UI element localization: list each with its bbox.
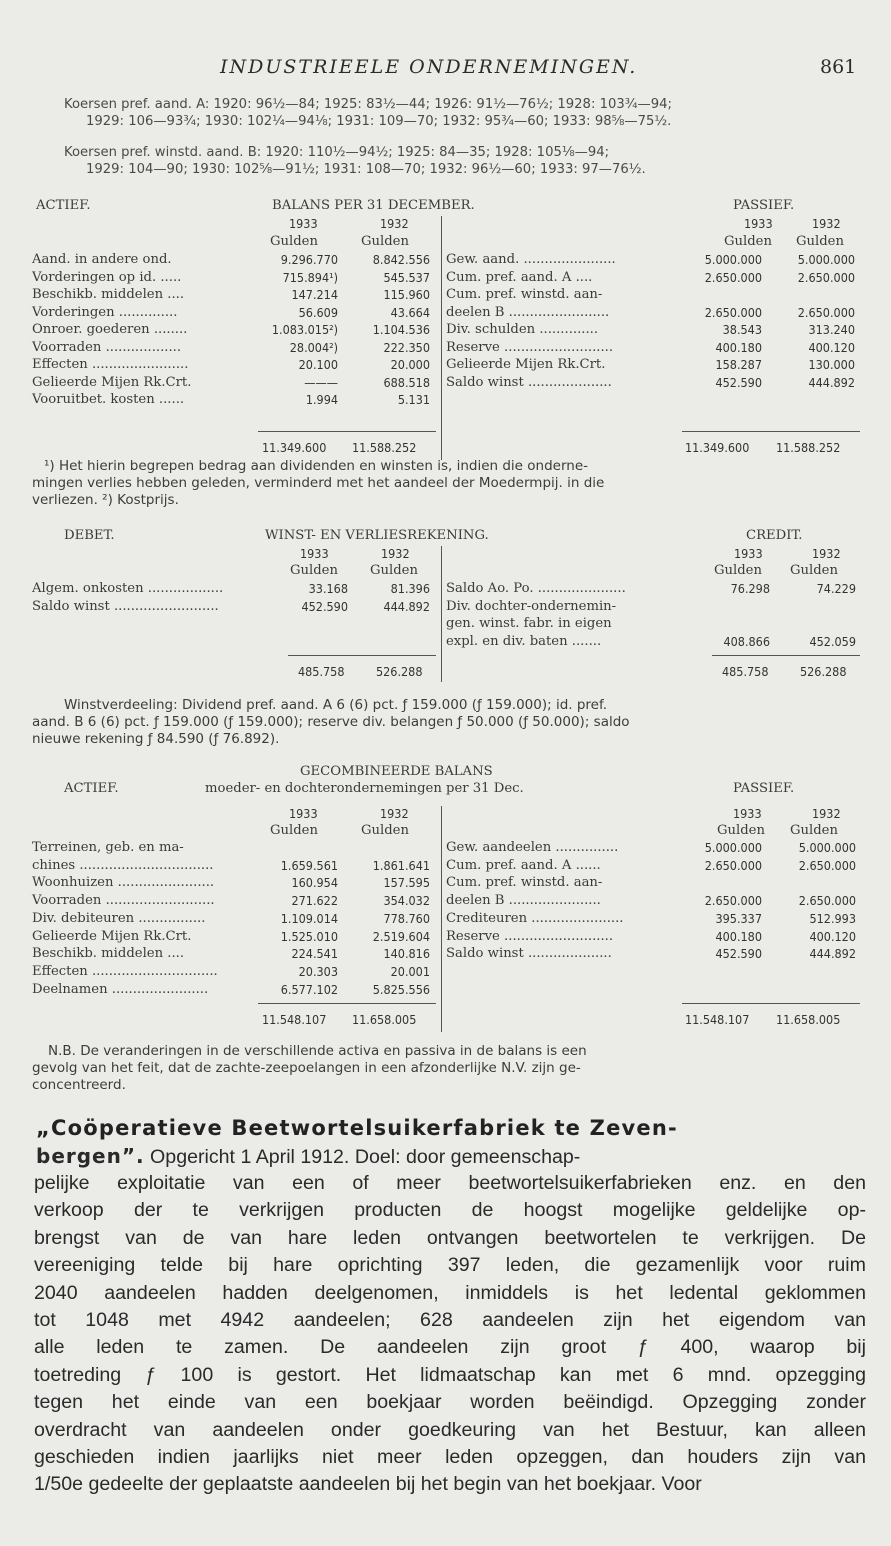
- row-value: 2.650.000: [704, 269, 762, 285]
- winst-debet-title: DEBET.: [64, 528, 115, 543]
- winst-total-3: 485.758: [722, 664, 769, 679]
- row-value: 74.229: [816, 581, 856, 596]
- row-label: Onroer. goederen ........: [32, 322, 188, 337]
- row-value: 444.892: [808, 374, 855, 390]
- row-label: Beschikb. middelen ....: [32, 287, 185, 302]
- company-heading-rest: Opgericht 1 April 1912. Doel: door gemeenschap-: [144, 1146, 581, 1168]
- balans-title: BALANS PER 31 DECEMBER.: [272, 198, 475, 213]
- row-value: 2.650.000: [798, 857, 856, 873]
- winst-divider: [441, 546, 442, 682]
- row-value: 1.994: [305, 392, 338, 407]
- company-description: [34, 1170, 866, 1499]
- nb-line-2: gevolg van het feit, dat de zachte-zeepoelangen in een afzonderlijke N.V. zijn ge-: [32, 1060, 581, 1076]
- row-value: 147.214: [291, 287, 338, 302]
- paragraph-line: tegen het einde van een boekjaar worden beëindigd. Opzegging zonder: [34, 1391, 866, 1414]
- gecomb-unit-1: Gulden: [270, 823, 318, 838]
- row-label: Vorderingen ..............: [32, 304, 178, 320]
- row-label: Beschikb. middelen ....: [32, 946, 185, 962]
- winst-year-1: 1933: [300, 546, 329, 561]
- row-value: 33.168: [308, 581, 348, 596]
- row-value: 452.059: [809, 633, 856, 649]
- row-value: 2.650.000: [797, 269, 855, 285]
- winst-year-3: 1933: [734, 546, 763, 561]
- row-label: Effecten .......................: [32, 357, 189, 372]
- koersen-line-4: 1929: 104—90; 1930: 102⅝—91½; 1931: 108—70; 1932: 96½—60; 1933: 97—76½.: [86, 162, 646, 177]
- gecomb-unit-2: Gulden: [361, 823, 409, 838]
- winst-unit-4: Gulden: [790, 563, 838, 578]
- winst-total-2: 526.288: [376, 664, 423, 679]
- page-title: INDUSTRIEELE ONDERNEMINGEN.: [220, 56, 638, 78]
- balans-passief-title: PASSIEF.: [733, 198, 795, 213]
- gecomb-divider: [441, 806, 442, 1032]
- row-label: chines ................................: [32, 857, 214, 873]
- row-label: Voorraden ..........................: [32, 893, 215, 909]
- row-value: 1.659.561: [280, 857, 338, 873]
- row-label: Effecten ..............................: [32, 963, 218, 979]
- row-value: 140.816: [383, 946, 430, 962]
- row-label: Vooruitbet. kosten ......: [32, 392, 185, 407]
- row-value: 9.296.770: [280, 252, 338, 267]
- row-value: 2.650.000: [797, 304, 855, 320]
- balans-total-1: 11.349.600: [262, 440, 327, 455]
- row-value: 354.032: [383, 893, 430, 909]
- row-value: 1.861.641: [372, 857, 430, 873]
- paragraph-line: 1/50e gedeelte der geplaatste aandeelen bij het begin van het boekjaar. Voor: [34, 1473, 702, 1496]
- balans-year-2: 1932: [380, 216, 409, 231]
- row-value: 20.001: [390, 963, 430, 979]
- winst-total-4: 526.288: [800, 664, 847, 679]
- row-label: Voorraden ..................: [32, 339, 182, 355]
- row-value: 452.590: [715, 946, 762, 962]
- row-label: Cum. pref. winstd. aan-: [446, 287, 603, 302]
- row-label: Gelieerde Mijen Rk.Crt.: [32, 928, 192, 944]
- row-value: 400.180: [715, 339, 762, 355]
- gecombineerd-passief-title: PASSIEF.: [733, 781, 795, 796]
- company-heading-line-2: [36, 1144, 580, 1169]
- balans-actief-title: ACTIEF.: [36, 198, 91, 213]
- row-value: 158.287: [715, 357, 762, 372]
- gecomb-unit-3: Gulden: [717, 823, 765, 838]
- nb-line-3: concentreerd.: [32, 1077, 126, 1093]
- winstverdeeling-line-3: nieuwe rekening ƒ 84.590 (ƒ 76.892).: [32, 731, 280, 747]
- paragraph-line: verkoop der te verkrijgen producten de hoogst mogelijke geldelijke op-: [34, 1199, 866, 1222]
- row-value: 6.577.102: [280, 981, 338, 997]
- row-value: 5.825.556: [372, 981, 430, 997]
- row-value: 2.650.000: [704, 304, 762, 320]
- row-label: Algem. onkosten ..................: [32, 581, 224, 596]
- gecomb-total-1: 11.548.107: [262, 1012, 327, 1027]
- winst-unit-2: Gulden: [370, 563, 418, 578]
- row-label: Cum. pref. aand. A ....: [446, 269, 593, 285]
- winst-unit-3: Gulden: [714, 563, 762, 578]
- row-value: 271.622: [291, 893, 338, 909]
- paragraph-line: overdracht van aandeelen onder goedkeuring van het Bestuur, kan alleen: [34, 1418, 866, 1441]
- row-value: 38.543: [722, 322, 762, 337]
- page-number: 861: [820, 56, 857, 78]
- balans-rule-right: [682, 431, 860, 432]
- paragraph-line: brengst van de van hare leden ontvangen beetwortelen te verkrijgen. De: [34, 1226, 866, 1249]
- company-name-end: bergen”.: [36, 1144, 145, 1168]
- row-label: Div. debiteuren ................: [32, 910, 206, 926]
- row-label: gen. winst. fabr. in eigen: [446, 616, 612, 631]
- winst-year-4: 1932: [812, 546, 841, 561]
- koersen-line-3: Koersen pref. winstd. aand. B: 1920: 110½—94½; 1925: 84—35; 1928: 105⅛—94;: [64, 145, 610, 160]
- balans-divider: [441, 216, 442, 460]
- row-value: 2.650.000: [704, 893, 762, 909]
- row-value: 512.993: [809, 910, 856, 926]
- row-label: Vorderingen op id. .....: [32, 269, 182, 285]
- row-value: 1.083.015²): [271, 322, 338, 337]
- gecomb-rule-left: [258, 1003, 436, 1004]
- row-value: 160.954: [291, 875, 338, 891]
- balans-year-3: 1933: [744, 216, 773, 231]
- row-label: Crediteuren ......................: [446, 910, 624, 926]
- row-value: 688.518: [383, 374, 430, 390]
- row-label: Div. schulden ..............: [446, 322, 599, 337]
- winst-rule-left: [288, 655, 436, 656]
- row-value: 81.396: [390, 581, 430, 596]
- row-label: Saldo winst ....................: [446, 374, 612, 390]
- row-value: 545.537: [383, 269, 430, 285]
- row-value: 1.104.536: [372, 322, 430, 337]
- winst-credit-title: CREDIT.: [746, 528, 803, 543]
- footnote-line-2: mingen verlies hebben geleden, verminderd met het aandeel der Moedermpij. in die: [32, 475, 605, 491]
- koersen-line-2: 1929: 106—93¾; 1930: 102¼—94⅛; 1931: 109—70; 1932: 95¾—60; 1933: 98⅝—75½.: [86, 114, 672, 129]
- balans-unit-1: Gulden: [270, 234, 318, 249]
- winst-rule-right: [712, 655, 860, 656]
- paragraph-line: alle leden te zamen. De aandeelen zijn groot ƒ 400, waarop bij: [34, 1336, 866, 1359]
- gecombineerd-title: GECOMBINEERDE BALANS: [300, 764, 493, 779]
- row-label: Woonhuizen .......................: [32, 875, 215, 891]
- company-heading: „Coöperatieve Beetwortelsuikerfabriek te Zeven-: [36, 1116, 678, 1140]
- winst-unit-1: Gulden: [290, 563, 338, 578]
- row-label: Gelieerde Mijen Rk.Crt.: [32, 374, 192, 390]
- paragraph-line: 2040 aandeelen hadden deelgenomen, inmiddels is het ledental geklommen: [34, 1281, 866, 1304]
- paragraph-line: geschieden indien jaarlijks niet meer leden opzeggen, dan houders zijn van: [34, 1446, 866, 1469]
- row-value: 400.180: [715, 928, 762, 944]
- balans-unit-2: Gulden: [361, 234, 409, 249]
- row-label: expl. en div. baten .......: [446, 633, 602, 649]
- row-value: 452.590: [301, 598, 348, 614]
- row-value: 20.100: [298, 357, 338, 372]
- row-value: 1.525.010: [280, 928, 338, 944]
- balans-total-3: 11.349.600: [685, 440, 750, 455]
- row-value: 400.120: [808, 339, 855, 355]
- row-value: 408.866: [723, 633, 770, 649]
- row-value: 395.337: [715, 910, 762, 926]
- row-value: 715.894¹): [282, 269, 338, 285]
- row-value: 5.000.000: [797, 252, 855, 267]
- winst-title: WINST- EN VERLIESREKENING.: [265, 528, 489, 543]
- row-label: Saldo winst .........................: [32, 598, 219, 614]
- row-label: Terreinen, geb. en ma-: [32, 840, 184, 855]
- gecombineerd-subtitle: moeder- en dochterondernemingen per 31 Dec.: [205, 781, 524, 796]
- row-value: 157.595: [383, 875, 430, 891]
- row-value: 778.760: [383, 910, 430, 926]
- gecomb-year-2: 1932: [380, 806, 409, 821]
- gecomb-total-2: 11.658.005: [352, 1012, 417, 1027]
- row-value: 224.541: [291, 946, 338, 962]
- row-label: Cum. pref. winstd. aan-: [446, 875, 603, 891]
- row-label: Aand. in andere ond.: [32, 252, 172, 267]
- row-value: 444.892: [383, 598, 430, 614]
- winst-total-1: 485.758: [298, 664, 345, 679]
- balans-total-4: 11.588.252: [776, 440, 841, 455]
- row-value: 2.650.000: [798, 893, 856, 909]
- row-label: Gew. aandeelen ...............: [446, 840, 619, 855]
- row-value: 5.000.000: [798, 840, 856, 855]
- row-label: Div. dochter-ondernemin-: [446, 598, 617, 614]
- row-value: 20.303: [298, 963, 338, 979]
- row-value: 400.120: [809, 928, 856, 944]
- row-value: 444.892: [809, 946, 856, 962]
- row-label: Reserve ..........................: [446, 339, 614, 355]
- balans-total-2: 11.588.252: [352, 440, 417, 455]
- row-value: 130.000: [808, 357, 855, 372]
- row-value: 2.650.000: [704, 857, 762, 873]
- row-value: 452.590: [715, 374, 762, 390]
- paragraph-line: vereeniging telde bij hare oprichting 397 leden, die gezamenlijk voor ruim: [34, 1254, 866, 1277]
- gecombineerd-actief-title: ACTIEF.: [64, 781, 119, 796]
- row-value: 43.664: [390, 304, 430, 320]
- row-value: 20.000: [390, 357, 430, 372]
- paragraph-line: toetreding ƒ 100 is gestort. Het lidmaatschap kan met 6 mnd. opzegging: [34, 1363, 866, 1386]
- row-value: 2.519.604: [372, 928, 430, 944]
- footnote-line-3: verliezen. ²) Kostprijs.: [32, 492, 179, 508]
- balans-rule-left: [258, 431, 436, 432]
- gecomb-total-4: 11.658.005: [776, 1012, 841, 1027]
- nb-line-1: N.B. De veranderingen in de verschillende activa en passiva in de balans is een: [48, 1043, 587, 1059]
- gecomb-total-3: 11.548.107: [685, 1012, 750, 1027]
- row-value: 8.842.556: [372, 252, 430, 267]
- paragraph-line: pelijke exploitatie van een of meer beetwortelsuikerfabrieken enz. en den: [34, 1172, 866, 1194]
- row-label: Reserve ..........................: [446, 928, 614, 944]
- row-label: Saldo Ao. Po. .....................: [446, 581, 626, 596]
- row-value: 222.350: [383, 339, 430, 355]
- row-label: deelen B ......................: [446, 893, 601, 909]
- gecomb-year-3: 1933: [733, 806, 762, 821]
- balans-year-1: 1933: [289, 216, 318, 231]
- row-label: Gelieerde Mijen Rk.Crt.: [446, 357, 606, 372]
- gecomb-unit-4: Gulden: [790, 823, 838, 838]
- gecomb-year-1: 1933: [289, 806, 318, 821]
- balans-unit-3: Gulden: [724, 234, 772, 249]
- winst-year-2: 1932: [381, 546, 410, 561]
- winstverdeeling-line-2: aand. B 6 (6) pct. ƒ 159.000 (ƒ 159.000); reserve div. belangen ƒ 50.000 (ƒ 50.000); saldo: [32, 714, 630, 730]
- balans-year-4: 1932: [812, 216, 841, 231]
- koersen-line-1: Koersen pref. aand. A: 1920: 96½—84; 1925: 83½—44; 1926: 91½—76½; 1928: 103¾—94;: [64, 97, 672, 112]
- row-value: 5.131: [397, 392, 430, 407]
- row-label: deelen B ........................: [446, 304, 610, 320]
- balans-unit-4: Gulden: [796, 234, 844, 249]
- row-value: 5.000.000: [704, 840, 762, 855]
- row-label: Cum. pref. aand. A ......: [446, 857, 601, 873]
- row-value: 115.960: [383, 287, 430, 302]
- row-value: 313.240: [808, 322, 855, 337]
- paragraph-line: tot 1048 met 4942 aandeelen; 628 aandeelen zijn het eigendom van: [34, 1309, 866, 1332]
- row-value: 76.298: [730, 581, 770, 596]
- row-value: 56.609: [298, 304, 338, 320]
- row-label: Gew. aand. ......................: [446, 252, 616, 267]
- row-value: 5.000.000: [704, 252, 762, 267]
- row-value: ———: [304, 374, 338, 390]
- gecomb-rule-right: [682, 1003, 860, 1004]
- row-label: Saldo winst ....................: [446, 946, 612, 962]
- row-value: 28.004²): [289, 339, 338, 355]
- row-value: 1.109.014: [280, 910, 338, 926]
- winstverdeeling-line-1: Winstverdeeling: Dividend pref. aand. A 6 (6) pct. ƒ 159.000 (ƒ 159.000); id. pref.: [64, 697, 608, 713]
- footnote-line-1: ¹) Het hierin begrepen bedrag aan dividenden en winsten is, indien die onderne-: [44, 458, 589, 474]
- row-label: Deelnamen .......................: [32, 981, 209, 997]
- gecomb-year-4: 1932: [812, 806, 841, 821]
